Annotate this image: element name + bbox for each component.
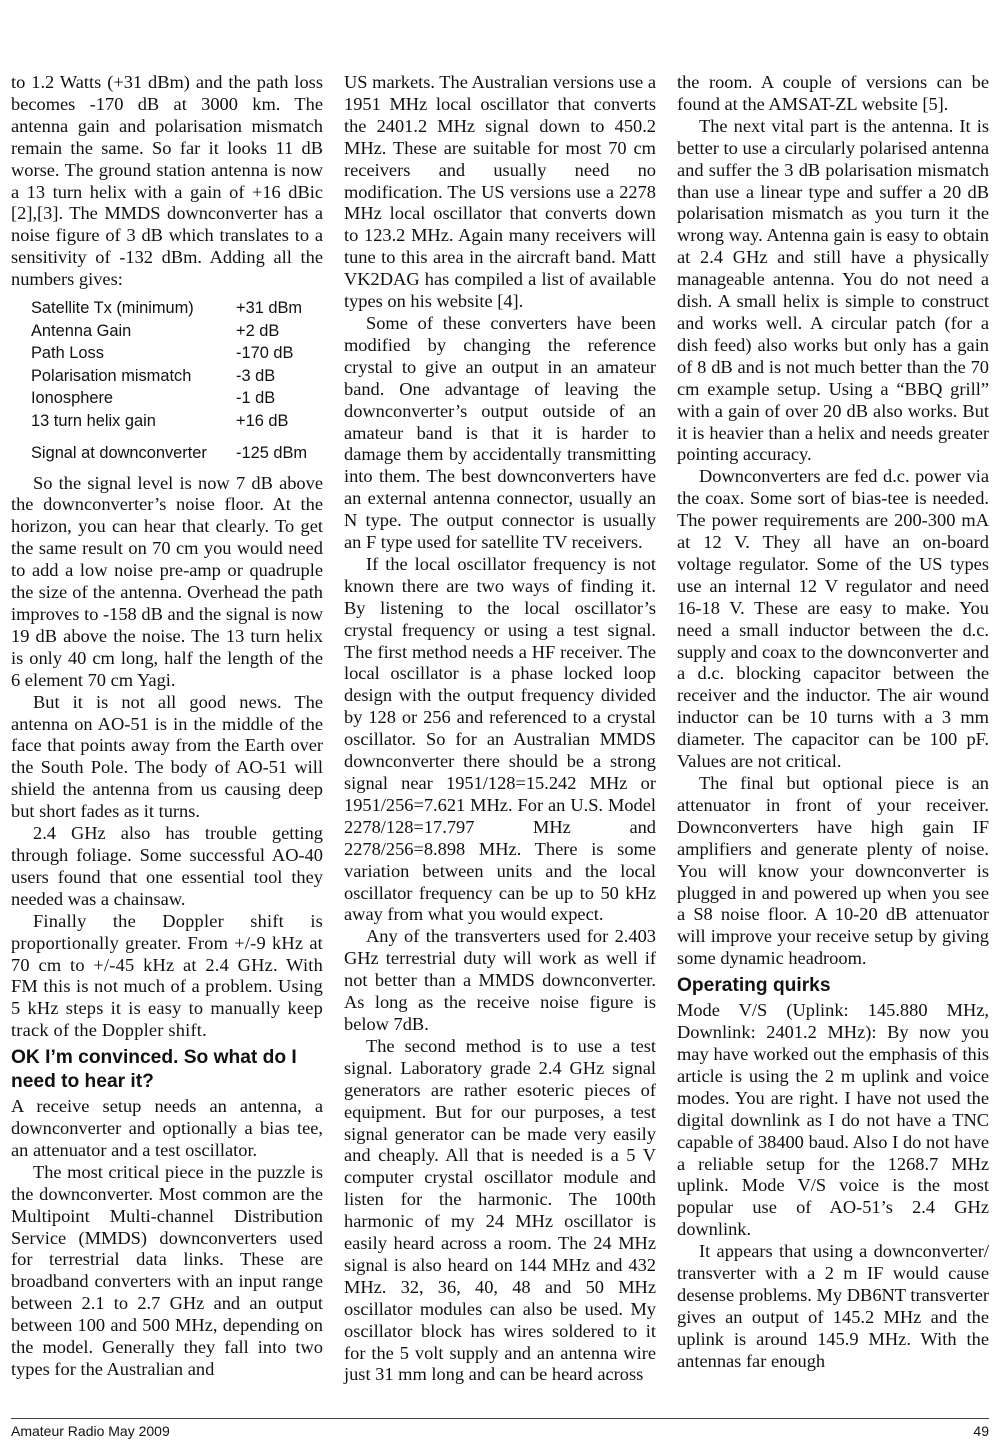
budget-total-value: -125 dBm — [236, 444, 308, 463]
paragraph: The second method is to use a test signal. Laboratory grade 2.4 GHz signal generators are rather esoteric pieces of equipment. But for our purposes, a test signal generator can be made very easily and cheaply. All that is needed is a 5 V computer crystal oscillator module and listen for the harmonic. The 100th harmonic of my 24 MHz oscillator is easily heard across a room. The 24 MHz signal is also heard on 144 MHz and 432 MHz. 32, 36, 40, 48 and 50 MHz oscillator modules can also be used. My oscillator block has wires soldered to it for the 5 volt supply and an antenna wire just 31 mm long and can be heard across — [344, 1035, 656, 1385]
budget-row — [31, 387, 307, 410]
paragraph: Some of these converters have been modified by changing the reference crystal to give an output in an amateur band. One advantage of leaving the downconverter’s output outside of an amateur band is that it is harder to damage them by accidentally transmitting into them. The best downconverters have an external antenna connector, usually an N type. The output connector is usually an F type used for satellite TV receivers. — [344, 312, 656, 553]
paragraph: to 1.2 Watts (+31 dBm) and the path loss becomes -170 dB at 3000 km. The antenna gain and polarisation mismatch remain the same. So far it looks 11 dB worse. The ground station antenna is now a 13 turn helix with a gain of +16 dBic [2],[3]. The MMDS downconverter has a noise figure of 3 dB which translates to a sensitivity of -132 dBm. Adding all the numbers gives: — [11, 72, 323, 290]
budget-label: Path Loss — [31, 344, 104, 363]
text-column-1 — [11, 72, 323, 1392]
budget-label: Antenna Gain — [31, 321, 132, 340]
paragraph: The most critical piece in the puzzle is the downconverter. Most common are the Multipoint Multi-channel Distribution Service (MMDS) downconverters used for terrestrial data links. These are broadband converters with an input range between 2.1 to 2.7 GHz and an output between 100 and 500 MHz, depending on the model. Generally they fall into two types for the Australian and — [11, 1161, 323, 1379]
paragraph: The next vital part is the antenna. It is better to use a circularly polarised antenna and suffer the 3 dB polarisation mismatch than use a linear type and suffer a 20 dB polarisation mismatch as you turn it the wrong way. Antenna gain is easy to obtain at 2.4 GHz and still have a physically manageable antenna. You do not need a dish. A small helix is simple to construct and works well. A circular patch (for a dish feed) also works but only has a gain of 8 dB and is not much better than the 70 cm example setup. Using a “BBQ grill” with a gain of over 20 dB also works. But it is heavier than a helix and needs greater pointing accuracy. — [677, 115, 989, 465]
paragraph: The final but optional piece is an attenuator in front of your receiver. Downconverters have high gain IF amplifiers and generate plenty of noise. You will know your downconverter is plugged in and powered up when you see a S8 noise floor. A 10-20 dB attenuator will improve your receive setup by giving some dynamic headroom. — [677, 773, 989, 969]
paragraph: Downconverters are fed d.c. power via the coax. Some sort of bias-tee is needed. The power requirements are 200-300 mA at 12 V. They all have an on-board voltage regulator. Some of the US types use an internal 12 V regulator and need 16-18 V. These are easy to make. You need a small inductor between the d.c. supply and coax to the downconverter and a d.c. blocking capacitor between the receiver and the inductor. The air wound inductor can be 10 turns with a 3 mm diameter. The capacitor can be 100 pF. Values are not critical. — [677, 466, 989, 772]
link-budget-table — [31, 297, 307, 465]
paragraph: So the signal level is now 7 dB above the downconverter’s noise floor. At the horizon, you can hear that clearly. To get the same result on 70 cm you would need to add a low noise pre-amp or quadruple the size of the antenna. Overhead the path improves to -158 dB and the signal is now 19 dB above the noise. The 13 turn helix is only 40 cm long, half the length of the 6 element 70 cm Yagi. — [11, 472, 323, 690]
budget-label: Ionosphere — [31, 389, 114, 408]
paragraph: Any of the transverters used for 2.403 GHz terrestrial duty will work as well if not better than a MMDS downconverter. As long as the receive noise figure is below 7dB. — [344, 926, 656, 1034]
budget-value: -1 dB — [236, 389, 276, 408]
budget-total-row — [31, 432, 307, 465]
budget-label: 13 turn helix gain — [31, 411, 156, 430]
paragraph: the room. A couple of versions can be found at the AMSAT-ZL website [5]. — [677, 72, 989, 114]
page-number: 49 — [973, 1423, 989, 1439]
budget-row — [31, 410, 307, 433]
paragraph: 2.4 GHz also has trouble getting through foliage. Some successful AO-40 users found that one essential tool they needed was a chainsaw. — [11, 823, 323, 909]
paragraph: But it is not all good news. The antenna on AO-51 is in the middle of the face that points away from the Earth over the South Pole. The body of AO-51 will shield the antenna from us causing deep but short fades as it turns. — [11, 691, 323, 822]
publication-title: Amateur Radio May 2009 — [11, 1423, 170, 1439]
paragraph: US markets. The Australian versions use a 1951 MHz local oscillator that converts the 2401.2 MHz signal down to 450.2 MHz. These are suitable for most 70 cm receivers and usually need no modification. The US versions use a 2278 MHz local oscillator that converts down to 123.2 MHz. Again many receivers will tune to this area in the aircraft band. Matt VK2DAG has compiled a list of available types on his website [4]. — [344, 72, 656, 312]
budget-row — [31, 365, 307, 388]
page-footer — [11, 1418, 989, 1439]
paragraph: Mode V/S (Uplink: 145.880 MHz, Downlink: 2401.2 MHz): By now you may have worked out the emphasis of this article is using the 2 m uplink and voice modes. You are right. I have not used the digital downlink as I do not have a TNC capable of 38400 baud. Also I do not have a reliable setup for the 1268.7 MHz uplink. Mode V/S voice is the most popular use of AO-51’s 2.4 GHz downlink. — [677, 1000, 989, 1240]
paragraph: It appears that using a downconverter/ transverter with a 2 m IF would cause desense problems. My DB6NT transverter gives an output of 145.2 MHz and the uplink is around 145.9 MHz. With the antennas far enough — [677, 1241, 989, 1371]
text-column-3 — [677, 72, 989, 1392]
budget-value: +2 dB — [236, 321, 280, 340]
paragraph: A receive setup needs an antenna, a downconverter and optionally a bias tee, an attenuator and a test oscillator. — [11, 1096, 323, 1160]
paragraph: Finally the Doppler shift is proportionally greater. From +/-9 kHz at 70 cm to +/-45 kHz at 2.4 GHz. With FM this is not much of a problem. Using 5 kHz steps it is easy to manually keep track of the Doppler shift. — [11, 910, 323, 1041]
budget-row — [31, 342, 307, 365]
budget-value: +16 dB — [236, 411, 289, 430]
text-column-2 — [344, 72, 656, 1392]
paragraph: If the local oscillator frequency is not known there are two ways of finding it. By listening to the local oscillator’s crystal frequency or using a test signal. The first method needs a HF receiver. The local oscillator is a phase locked loop design with the output frequency divided by 128 or 256 and referenced to a crystal oscillator. So for an Australian MMDS downconverter there should be a strong signal near 1951/128=15.242 MHz or 1951/256=7.621 MHz. For an U.S. Model 2278/128=17.797 MHz and 2278/256=8.898 MHz. There is some variation between units and the local oscillator frequency can be up to 50 kHz away from what you would expect. — [344, 553, 656, 925]
budget-label: Polarisation mismatch — [31, 366, 192, 385]
budget-value: -170 dB — [236, 344, 294, 363]
section-heading: Operating quirks — [677, 975, 831, 997]
section-heading: OK I’m convinced. So what do I need to hear it? — [11, 1047, 297, 1093]
budget-row — [31, 320, 307, 343]
budget-row — [31, 297, 307, 320]
budget-value: +31 dBm — [236, 299, 303, 318]
budget-value: -3 dB — [236, 366, 276, 385]
budget-total-label: Signal at downconverter — [31, 444, 207, 463]
budget-label: Satellite Tx (minimum) — [31, 299, 194, 318]
